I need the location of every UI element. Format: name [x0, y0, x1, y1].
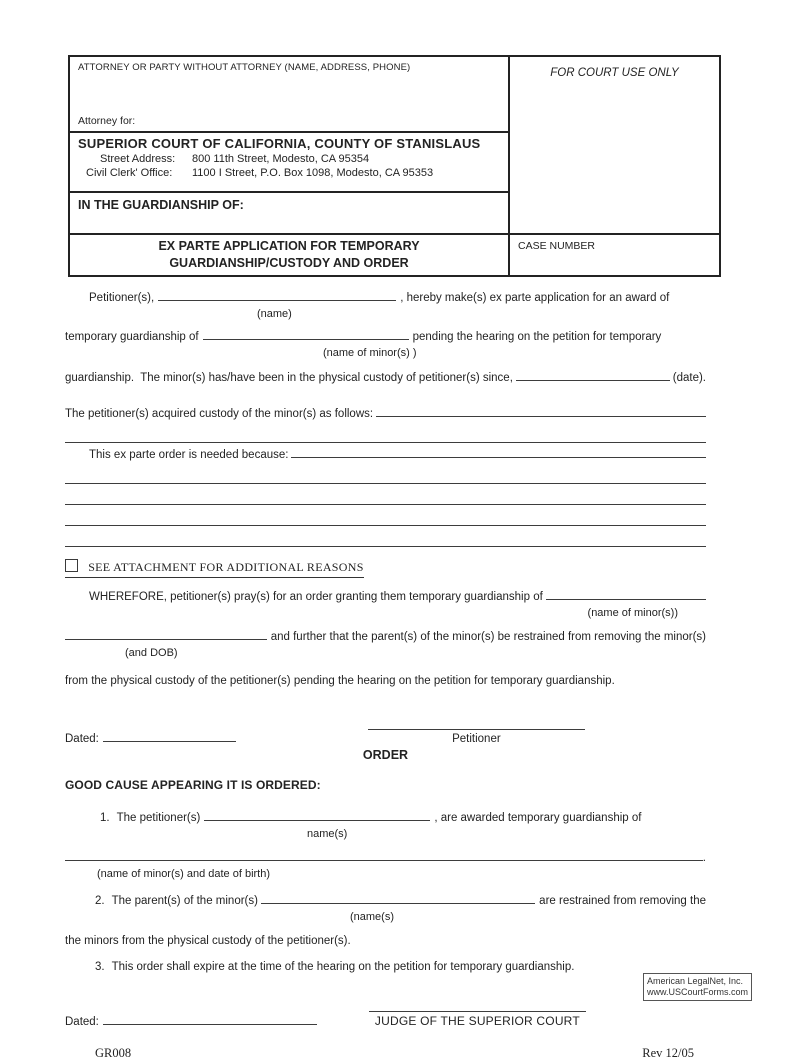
custody-acquired-blank[interactable] — [376, 404, 706, 417]
pending-hearing-text: pending the hearing on the petition for temporary — [412, 331, 662, 343]
date-hint: (date). — [672, 372, 706, 384]
restrained-text: and further that the parent(s) of the minor(s) be restrained from removing the minor(s) — [270, 631, 706, 643]
order-item-1 — [65, 808, 706, 826]
order-needed-line — [65, 445, 706, 463]
petitioner-intro-text2: , hereby make(s) ex parte application for an award of — [400, 292, 670, 304]
item1-number: 1. — [100, 812, 110, 824]
order-dated-row — [65, 999, 706, 1030]
clerk-office-line — [86, 167, 500, 179]
wherefore-minor-blank[interactable] — [546, 587, 706, 600]
legalnet-line2: www.USCourtForms.com — [647, 987, 749, 997]
item1-text2: , are awarded temporary guardianship of — [434, 812, 642, 824]
application-paragraph-line2 — [65, 327, 706, 345]
writein-rule[interactable] — [65, 422, 706, 443]
item1-writein-line — [65, 848, 706, 866]
item3-number: 3. — [95, 961, 105, 973]
for-court-use-label: FOR COURT USE ONLY — [550, 67, 679, 79]
application-paragraph-line1 — [65, 288, 706, 306]
writein-rule[interactable] — [65, 484, 706, 505]
attorney-box — [70, 57, 508, 133]
wherefore-line1 — [65, 587, 706, 605]
petitioner-intro-text: Petitioner(s), — [89, 292, 155, 304]
minor-name-hint: (name of minor(s) ) — [323, 347, 417, 359]
custody-since-date-blank[interactable] — [516, 368, 670, 381]
item1-text: The petitioner(s) — [116, 812, 201, 824]
order-needed-text: This ex parte order is needed because: — [89, 449, 289, 461]
petitioner-signature-line[interactable] — [368, 717, 585, 730]
attorney-for-label: Attorney for: — [78, 115, 136, 127]
item2-continuation — [65, 934, 706, 949]
see-attachment-checkbox[interactable] — [65, 559, 78, 572]
item2-text: The parent(s) of the minor(s) — [111, 895, 258, 907]
petitioner-name-blank[interactable] — [158, 288, 396, 301]
clerk-office-label: Civil Clerk' Office: — [86, 167, 173, 179]
form-body — [65, 288, 706, 1061]
judge-signature-label: JUDGE OF THE SUPERIOR COURT — [374, 1014, 580, 1028]
order-needed-blank[interactable] — [291, 445, 706, 458]
case-number-label: CASE NUMBER — [518, 240, 596, 252]
attorney-label: ATTORNEY OR PARTY WITHOUT ATTORNEY (NAME, ADDRESS, PHONE) — [78, 62, 411, 73]
item2-number: 2. — [95, 895, 105, 907]
application-date-blank[interactable] — [103, 729, 236, 742]
wherefore-text: WHEREFORE, petitioner(s) pray(s) for an order granting them temporary guardianship of — [89, 591, 543, 603]
item3-text: This order shall expire at the time of the hearing on the petition for temporary guardianship. — [111, 961, 575, 973]
legalnet-stamp — [643, 973, 752, 1001]
caption-box — [68, 55, 721, 277]
street-address-line — [100, 153, 500, 165]
street-address-label: Street Address: — [100, 153, 176, 165]
footer-row — [65, 1046, 706, 1061]
item1-names-hint: name(s) — [307, 828, 348, 840]
case-number-box[interactable] — [510, 235, 719, 275]
order-date-blank[interactable] — [103, 1012, 317, 1025]
wherefore-minor-hint: (name of minor(s)) — [587, 607, 678, 619]
minor-name-blank[interactable] — [203, 327, 409, 340]
wherefore-line3 — [65, 674, 706, 689]
order-heading: ORDER — [362, 748, 409, 762]
revision-date: Rev 12/05 — [642, 1046, 694, 1060]
item2-parent-blank[interactable] — [261, 891, 535, 904]
wherefore-line2 — [65, 627, 706, 645]
caption-left-column — [70, 57, 510, 275]
item1-period: . — [702, 852, 706, 864]
attachment-underline — [65, 559, 364, 578]
dated-label: Dated: — [65, 733, 99, 745]
application-dated-row — [65, 717, 706, 747]
item2-text2: are restrained from removing the — [539, 895, 706, 907]
form-title-box — [70, 235, 508, 275]
street-address-value: 800 11th Street, Modesto, CA 95354 — [192, 153, 370, 165]
item2-names-hint: (name(s) — [350, 911, 395, 923]
for-court-use-box — [510, 57, 719, 235]
form-title-line2: GUARDIANSHIP/CUSTODY AND ORDER — [169, 256, 409, 270]
item1-minor-hint: (name of minor(s) and date of birth) — [97, 868, 271, 880]
order-item-2 — [65, 891, 706, 909]
application-paragraph-line3 — [65, 368, 706, 386]
item1-petitioner-blank[interactable] — [204, 808, 430, 821]
guardianship-of-box — [70, 193, 508, 235]
custody-since-text: guardianship. The minor(s) has/have been in the physical custody of petitioner(s) since, — [65, 372, 513, 384]
guardianship-of-label: IN THE GUARDIANSHIP OF: — [78, 198, 244, 212]
dob-hint: (and DOB) — [125, 647, 178, 659]
order-item-3 — [65, 960, 706, 975]
petitioner-signature-block — [368, 717, 585, 747]
judge-signature-line[interactable] — [369, 999, 586, 1012]
court-address-box — [70, 133, 508, 193]
custody-acquired-line — [65, 404, 706, 422]
name-hint: (name) — [257, 308, 292, 320]
clerk-office-value: 1100 I Street, P.O. Box 1098, Modesto, CA 95353 — [192, 167, 434, 179]
form-title-line1: EX PARTE APPLICATION FOR TEMPORARY — [158, 239, 420, 253]
order-dated-block — [65, 1012, 321, 1030]
order-dated-label: Dated: — [65, 1016, 99, 1028]
custody-acquired-text: The petitioner(s) acquired custody of the minor(s) as follows: — [65, 408, 374, 420]
item1-minor-blank[interactable] — [65, 848, 703, 861]
writein-rule[interactable] — [65, 526, 706, 547]
legalnet-line1: American LegalNet, Inc. — [647, 976, 744, 986]
good-cause-heading: GOOD CAUSE APPEARING IT IS ORDERED: — [65, 778, 321, 792]
caption-right-column — [510, 57, 719, 275]
writein-rule[interactable] — [65, 463, 706, 484]
physical-custody-text: from the physical custody of the petitioner(s) pending the hearing on the petition for temporary guardianship. — [65, 675, 615, 687]
guardianship-of-text: temporary guardianship of — [65, 331, 199, 343]
court-name: SUPERIOR COURT OF CALIFORNIA, COUNTY OF STANISLAUS — [78, 136, 481, 151]
judge-signature-block — [369, 999, 586, 1029]
petitioner-signature-label: Petitioner — [452, 733, 501, 745]
writein-rule[interactable] — [65, 505, 706, 526]
application-dated-block — [65, 729, 240, 747]
wherefore-dob-blank[interactable] — [65, 627, 267, 640]
form-number: GR008 — [95, 1046, 132, 1060]
item2-cont-text: the minors from the physical custody of the petitioner(s). — [65, 935, 351, 947]
see-attachment-label: SEE ATTACHMENT FOR ADDITIONAL REASONS — [88, 560, 364, 574]
attachment-row — [65, 547, 706, 578]
